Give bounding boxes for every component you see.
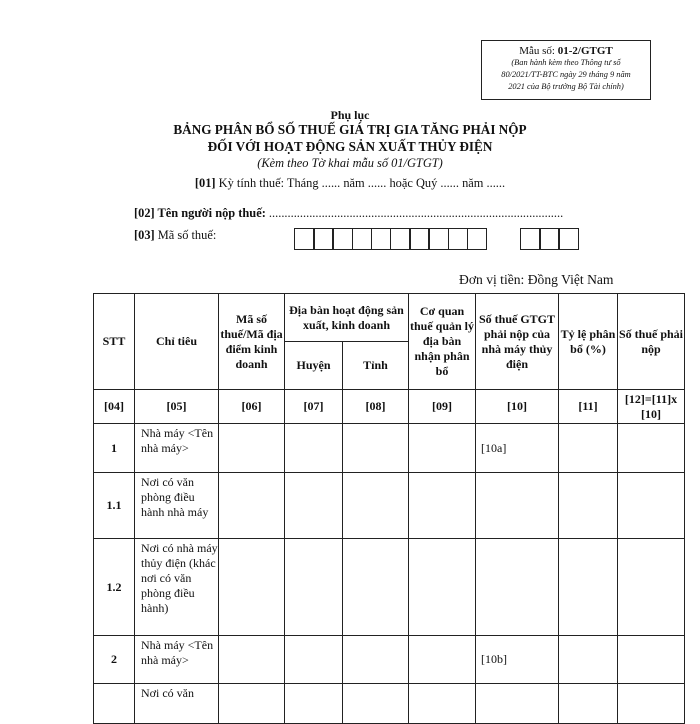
cell-vat-payable[interactable]: [10b]	[476, 636, 559, 684]
cell-ratio[interactable]	[559, 424, 618, 473]
row-stt: 2	[94, 636, 135, 684]
cell-vat-payable[interactable]	[476, 473, 559, 539]
document-title-line1: BẢNG PHÂN BỔ SỐ THUẾ GIÁ TRỊ GIA TĂNG PHẢI NỘP	[173, 122, 527, 137]
cell-ratio[interactable]	[559, 473, 618, 539]
cell-tax-payable[interactable]	[618, 473, 685, 539]
header-ratio: Tỷ lệ phân bổ (%)	[559, 294, 618, 390]
document-subtitle: (Kèm theo Tờ khai mẫu số 01/GTGT)	[257, 156, 443, 170]
cell-tax-authority[interactable]	[409, 684, 476, 724]
currency-unit: Đơn vị tiền: Đồng Việt Nam	[459, 272, 614, 287]
tax-id-branch-boxes[interactable]	[520, 228, 579, 250]
cell-tax-id[interactable]	[219, 424, 285, 473]
column-code: [11]	[559, 390, 618, 424]
column-code: [07]	[285, 390, 343, 424]
header-stt: STT	[94, 294, 135, 390]
table-row	[94, 424, 685, 473]
column-code: [05]	[135, 390, 219, 424]
column-code: [12]=[11]x [10]	[618, 390, 685, 424]
cell-tax-authority[interactable]	[409, 424, 476, 473]
cell-tax-id[interactable]	[219, 636, 285, 684]
taxpayer-name-line: [02] Tên người nộp thuế: ...............................................................................................	[134, 206, 564, 220]
tax-id-digit-box[interactable]	[448, 228, 469, 250]
cell-province[interactable]	[343, 636, 409, 684]
tax-id-digit-box[interactable]	[390, 228, 411, 250]
cell-tax-authority[interactable]	[409, 473, 476, 539]
tax-id-digit-box[interactable]	[371, 228, 392, 250]
form-note-line: 2021 của Bộ trưởng Bộ Tài chính)	[508, 82, 624, 91]
document-title-line2: ĐỐI VỚI HOẠT ĐỘNG SẢN XUẤT THỦY ĐIỆN	[207, 139, 493, 154]
column-code: [08]	[343, 390, 409, 424]
taxpayer-name-field[interactable]: ...............................................................................................	[268, 206, 564, 220]
row-desc: Nhà máy <Tên nhà máy>	[135, 636, 219, 684]
header-tax-id-location: Mã số thuế/Mã địa điểm kinh doanh	[219, 294, 285, 390]
cell-province[interactable]	[343, 424, 409, 473]
cell-vat-payable[interactable]	[476, 539, 559, 636]
row-stt	[94, 684, 135, 724]
row-desc: Nơi có văn phòng điều hành nhà máy	[135, 473, 219, 539]
cell-ratio[interactable]	[559, 539, 618, 636]
tax-id-digit-box[interactable]	[539, 228, 560, 250]
cell-province[interactable]	[343, 684, 409, 724]
tax-id-digit-box[interactable]	[294, 228, 315, 250]
column-code: [10]	[476, 390, 559, 424]
tax-period-line	[0, 176, 700, 191]
tax-id-digit-box[interactable]	[409, 228, 430, 250]
table-row	[94, 473, 685, 539]
cell-vat-payable[interactable]	[476, 684, 559, 724]
cell-province[interactable]	[343, 539, 409, 636]
header-province: Tỉnh	[343, 342, 409, 390]
tax-id-digit-box[interactable]	[428, 228, 449, 250]
cell-ratio[interactable]	[559, 684, 618, 724]
cell-district[interactable]	[285, 636, 343, 684]
column-code: [06]	[219, 390, 285, 424]
cell-tax-payable[interactable]	[618, 684, 685, 724]
tax-id-digit-box[interactable]	[313, 228, 334, 250]
cell-district[interactable]	[285, 539, 343, 636]
cell-district[interactable]	[285, 424, 343, 473]
row-stt: 1.1	[94, 473, 135, 539]
form-code-box	[481, 40, 651, 100]
table-row	[94, 539, 685, 636]
header-vat-payable: Số thuế GTGT phải nộp của nhà máy thủy điện	[476, 294, 559, 390]
form-note-line: 80/2021/TT-BTC ngày 29 tháng 9 năm	[501, 70, 631, 79]
allocation-table	[93, 293, 685, 724]
header-district: Huyện	[285, 342, 343, 390]
cell-tax-payable[interactable]	[618, 636, 685, 684]
cell-tax-id[interactable]	[219, 684, 285, 724]
table-row	[94, 636, 685, 684]
row-desc: Nhà máy <Tên nhà máy>	[135, 424, 219, 473]
cell-tax-id[interactable]	[219, 539, 285, 636]
column-code-row	[94, 390, 685, 424]
cell-tax-payable[interactable]	[618, 539, 685, 636]
cell-province[interactable]	[343, 473, 409, 539]
row-stt: 1.2	[94, 539, 135, 636]
tax-id-digit-box[interactable]	[520, 228, 541, 250]
appendix-label: Phụ lục	[330, 108, 370, 122]
tax-id-digit-box[interactable]	[558, 228, 579, 250]
cell-ratio[interactable]	[559, 636, 618, 684]
header-production-area: Địa bàn hoạt động sản xuất, kinh doanh	[285, 294, 409, 342]
tax-period-text: Kỳ tính thuế: Tháng ...... năm ...... hoặc Quý ...... năm ......	[215, 176, 506, 190]
tax-id-line: [03] Mã số thuế:	[134, 228, 217, 242]
tax-id-digit-box[interactable]	[352, 228, 373, 250]
table-row	[94, 684, 685, 724]
cell-vat-payable[interactable]: [10a]	[476, 424, 559, 473]
cell-tax-authority[interactable]	[409, 539, 476, 636]
cell-tax-authority[interactable]	[409, 636, 476, 684]
column-code: [09]	[409, 390, 476, 424]
form-note-line: (Ban hành kèm theo Thông tư số	[511, 58, 621, 67]
form-code: Mẫu số: 01-2/GTGT	[519, 45, 613, 57]
column-code: [04]	[94, 390, 135, 424]
tax-id-digit-box[interactable]	[332, 228, 353, 250]
cell-tax-id[interactable]	[219, 473, 285, 539]
header-tax-authority: Cơ quan thuế quản lý địa bàn nhận phân bổ	[409, 294, 476, 390]
cell-tax-payable[interactable]	[618, 424, 685, 473]
header-tax-payable: Số thuế phải nộp	[618, 294, 685, 390]
row-desc: Nơi có nhà máy thủy điện (khác nơi có văn phòng điều hành)	[135, 539, 219, 636]
header-criteria: Chỉ tiêu	[135, 294, 219, 390]
cell-district[interactable]	[285, 473, 343, 539]
tax-period-code: [01]	[194, 176, 216, 190]
tax-id-digit-box[interactable]	[467, 228, 488, 250]
tax-id-main-boxes[interactable]	[294, 228, 487, 250]
row-desc: Nơi có văn	[135, 684, 219, 724]
cell-district[interactable]	[285, 684, 343, 724]
row-stt: 1	[94, 424, 135, 473]
